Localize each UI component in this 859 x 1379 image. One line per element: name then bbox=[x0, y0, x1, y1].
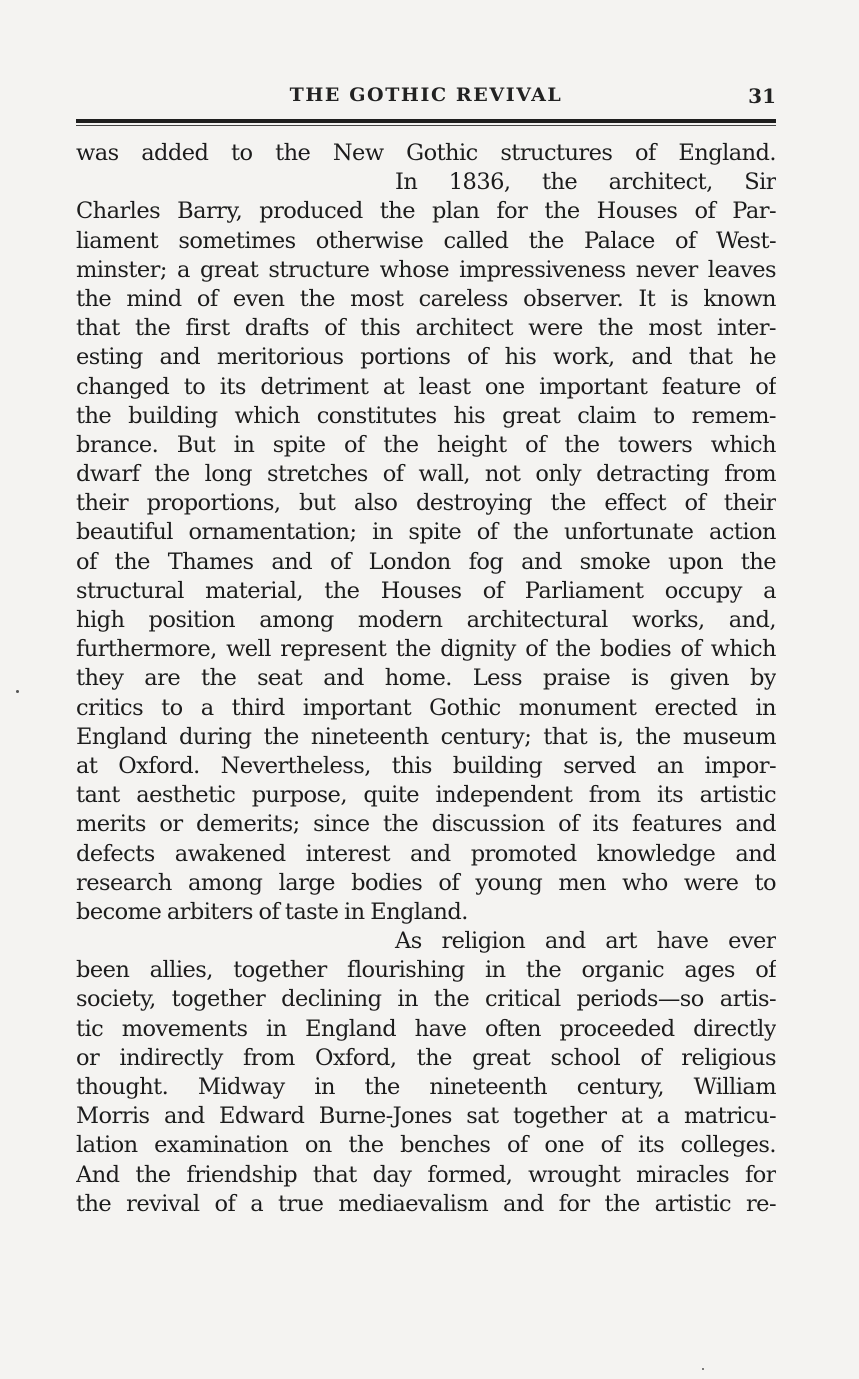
text-line: In 1836, the architect, Sir bbox=[395, 169, 776, 196]
paper-speck bbox=[16, 690, 19, 693]
page-number: 31 bbox=[748, 84, 776, 108]
text-line: the mind of even the most careless observer. It is known bbox=[76, 285, 776, 312]
text-line: of the Thames and of London fog and smoke upon the bbox=[76, 548, 776, 575]
text-line: lation examination on the benches of one of its colleges. bbox=[76, 1132, 776, 1159]
text-line: furthermore, well represent the dignity of the bodies of which bbox=[76, 636, 776, 663]
running-title: THE GOTHIC REVIVAL bbox=[289, 84, 563, 106]
text-line: defects awakened interest and promoted knowledge and bbox=[76, 840, 776, 867]
text-line: they are the seat and home. Less praise is given by bbox=[76, 665, 776, 692]
text-line: the building which constitutes his great claim to remem- bbox=[76, 402, 776, 429]
text-line: beautiful ornamentation; in spite of the unfortunate action bbox=[76, 519, 776, 546]
header-rule bbox=[76, 119, 776, 123]
paragraph-end-line: become arbiters of taste in England. bbox=[76, 898, 468, 925]
text-line: research among large bodies of young men who were to bbox=[76, 869, 776, 896]
text-line: brance. But in spite of the height of the towers which bbox=[76, 431, 776, 458]
text-line: minster; a great structure whose impressiveness never leaves bbox=[76, 256, 776, 283]
text-line: their proportions, but also destroying the effect of their bbox=[76, 490, 776, 517]
text-line: been allies, together flourishing in the organic ages of bbox=[76, 957, 776, 984]
text-line: was added to the New Gothic structures of England. bbox=[76, 140, 776, 166]
text-line: the revival of a true mediaevalism and for the artistic re- bbox=[76, 1190, 776, 1217]
header-rule-thin bbox=[76, 125, 776, 126]
text-line: tant aesthetic purpose, quite independent from its artistic bbox=[76, 782, 776, 809]
text-line: esting and meritorious portions of his work, and that he bbox=[76, 344, 776, 371]
text-line: structural material, the Houses of Parliament occupy a bbox=[76, 577, 776, 604]
text-line: changed to its detriment at least one important feature of bbox=[76, 373, 776, 400]
text-line: merits or demerits; since the discussion of its features and bbox=[76, 811, 776, 838]
paper-speck bbox=[702, 1368, 704, 1370]
text-line: dwarf the long stretches of wall, not only detracting from bbox=[76, 461, 776, 488]
text-line: Morris and Edward Burne-Jones sat together at a matricu- bbox=[76, 1103, 776, 1130]
text-line: critics to a third important Gothic monument erected in bbox=[76, 694, 776, 721]
text-line: And the friendship that day formed, wrought miracles for bbox=[76, 1161, 776, 1188]
running-head bbox=[76, 84, 776, 114]
text-line: tic movements in England have often proceeded directly bbox=[76, 1015, 776, 1042]
text-line: that the first drafts of this architect were the most inter- bbox=[76, 315, 776, 342]
text-line: England during the nineteenth century; that is, the museum bbox=[76, 723, 776, 750]
text-line: thought. Midway in the nineteenth century, William bbox=[76, 1074, 776, 1100]
text-line: Charles Barry, produced the plan for the Houses of Par- bbox=[76, 198, 776, 225]
text-line: liament sometimes otherwise called the Palace of West- bbox=[76, 227, 776, 254]
text-line: or indirectly from Oxford, the great school of religious bbox=[76, 1044, 776, 1071]
paragraph-start-line: As religion and art have ever bbox=[395, 928, 776, 955]
text-line: high position among modern architectural works, and, bbox=[76, 607, 776, 633]
body-text bbox=[76, 139, 776, 1219]
text-line: at Oxford. Nevertheless, this building served an impor- bbox=[76, 752, 776, 779]
text-line: society, together declining in the critical periods—so artis- bbox=[76, 986, 776, 1013]
